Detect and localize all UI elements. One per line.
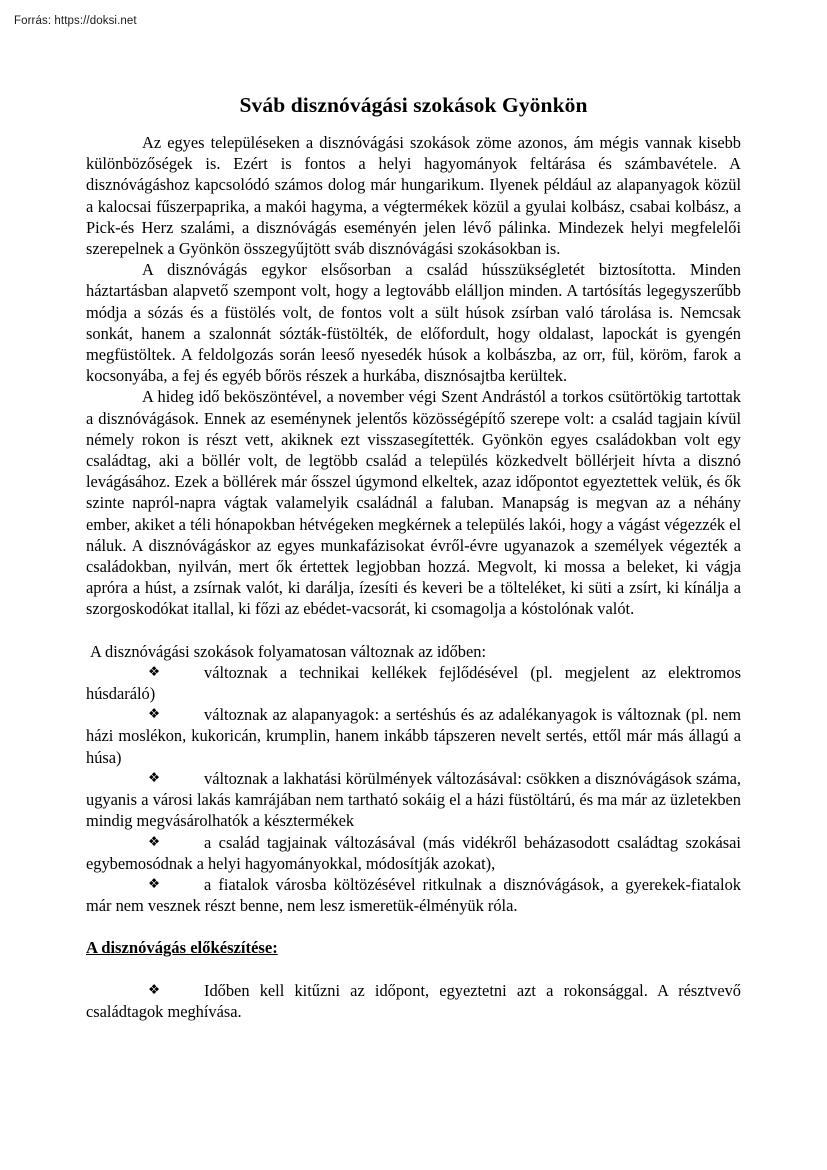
source-url-header: Forrás: https://doksi.net (14, 15, 137, 27)
list-item (86, 874, 741, 916)
list-item (86, 832, 741, 874)
paragraph-2: A disznóvágás egykor elsősorban a család hússzükségletét biztosította. Minden háztartásban alapvető szempont volt, hogy a legtovább elálljon minden. A tartósítás legegyszerűbb módja a sózás és a füstölés volt, de fontos volt a sült húsok zsírban való tárolása is. Nemcsak sonkát, hanem a szalonnát sózták-füstölték, de előfordult, hogy oldalast, lapockát is gyengén megfüstöltek. A feldolgozás során leeső nyesedék húsok a kolbászba, az orr, fül, köröm, farok a kocsonyába, a fej és egyéb bőrös részek a hurkába, disznósajtba kerültek. (86, 260, 741, 386)
diamond-bullet-icon: ❖ (148, 769, 161, 786)
heading-spacer-top (86, 916, 741, 937)
heading-spacer-bottom (86, 959, 741, 980)
list-item (86, 980, 741, 1022)
paragraph-1: Az egyes településeken a disznóvágási szokások zöme azonos, ám mégis vannak kisebb különbözőségek is. Ezért is fontos a helyi hagyományok feltárása és számbavétele. A disznóvágáshoz kapcsolódó számos dolog már hungarikum. Ilyenek például az alapanyagok közül a kalocsai fűszerpaprika, a makói hagyma, a végtermékek közül a gyulai kolbász, csabai kolbász, a Pick-és Herz szalámi, a disznóvágás eseményén jelen lévő pálinka. Mindezek helyi megfelelői szerepelnek a Gyönkön összegyűjtött sváb disznóvágási szokásokban is. (86, 133, 741, 259)
diamond-bullet-icon: ❖ (148, 875, 161, 892)
paragraph-3: A hideg idő beköszöntével, a november végi Szent Andrástól a torkos csütörtökig tartottak a disznóvágások. Ennek az eseménynek jelentős közösségépítő szerepe volt: a család tagjain kívül némely rokon is részt vett, akiknek ezt visszasegítették. Gyönkön egyes családokban volt egy családtag, aki a böllér volt, de legtöbb család a település közkedvelt böllérjeit hívta a disznó levágásához. Ezek a böllérek már ősszel úgymond elkeltek, azaz időpontot egyeztettek velük, és ők szinte napról-napra vágtak valamelyik családnál a faluban. Manapság is megvan az a néhány ember, akiket a téli hónapokban hétvégeken megkérnek a település lakói, hogy a vágást végezzék el náluk. A disznóvágáskor az egyes munkafázisokat évről-évre ugyanazok a személyek végezték a családokban, nyilván, mert ők értettek legjobban hozzá. Megvolt, ki mossa a beleket, ki vágja apróra a húst, a zsírnak valót, ki darálja, ízesíti és keveri be a tölteléket, ki süti a zsírt, ki kínálja a szorgoskodókat itallal, ki főzi az ebédet-vacsorát, ki csomagolja a kóstolónak valót. (86, 387, 741, 619)
diamond-bullet-icon: ❖ (148, 981, 161, 998)
paragraph-spacer (86, 620, 741, 641)
list-item-label: változnak a lakhatási körülmények változásával: csökken a disznóvágások száma, ugyanis a városi lakás kamrájában nem tartható sokáig el a házi füstöltárú, és ma már az üzletekben mindig megvásárolhatók a késztermékek (86, 768, 741, 831)
list-item-label: Időben kell kitűzni az időpont, egyeztetni azt a rokonsággal. A résztvevő családtagok meghívása. (86, 980, 741, 1021)
section-heading: A disznóvágás előkészítése: (86, 938, 278, 958)
list-item-label: a család tagjainak változásával (más vidékről beházasodott családtag szokásai egybemosódnak a helyi hagyományokkal, módosítják azokat), (86, 832, 741, 873)
list-intro-text: A disznóvágási szokások folyamatosan változnak az időben: (90, 641, 486, 661)
list-item (86, 662, 741, 704)
list-item-label: változnak a technikai kellékek fejlődésével (pl. megjelent az elektromos húsdaráló) (86, 662, 741, 704)
list-item-label: a fiatalok városba költözésével ritkulnak a disznóvágások, a gyerekek-fiatalok már nem vesznek részt benne, nem lesz ismeretük-élményük róla. (86, 874, 741, 916)
diamond-bullet-icon: ❖ (148, 663, 161, 680)
list-item (86, 704, 741, 768)
changes-bullet-list (86, 662, 741, 916)
page-title: Sváb disznóvágási szokások Gyönkön (239, 93, 588, 117)
section-heading-row (86, 937, 741, 958)
diamond-bullet-icon: ❖ (148, 833, 161, 850)
diamond-bullet-icon: ❖ (148, 706, 161, 723)
preparation-bullet-list (86, 980, 741, 1022)
list-item-label: változnak az alapanyagok: a sertéshús és az adalékanyagok is változnak (pl. nem házi moslékon, kukoricán, krumplin, hanem inkább tápszeren nevelt sertés, ettől már más állagú a húsa) (86, 705, 741, 767)
list-item (86, 768, 741, 832)
